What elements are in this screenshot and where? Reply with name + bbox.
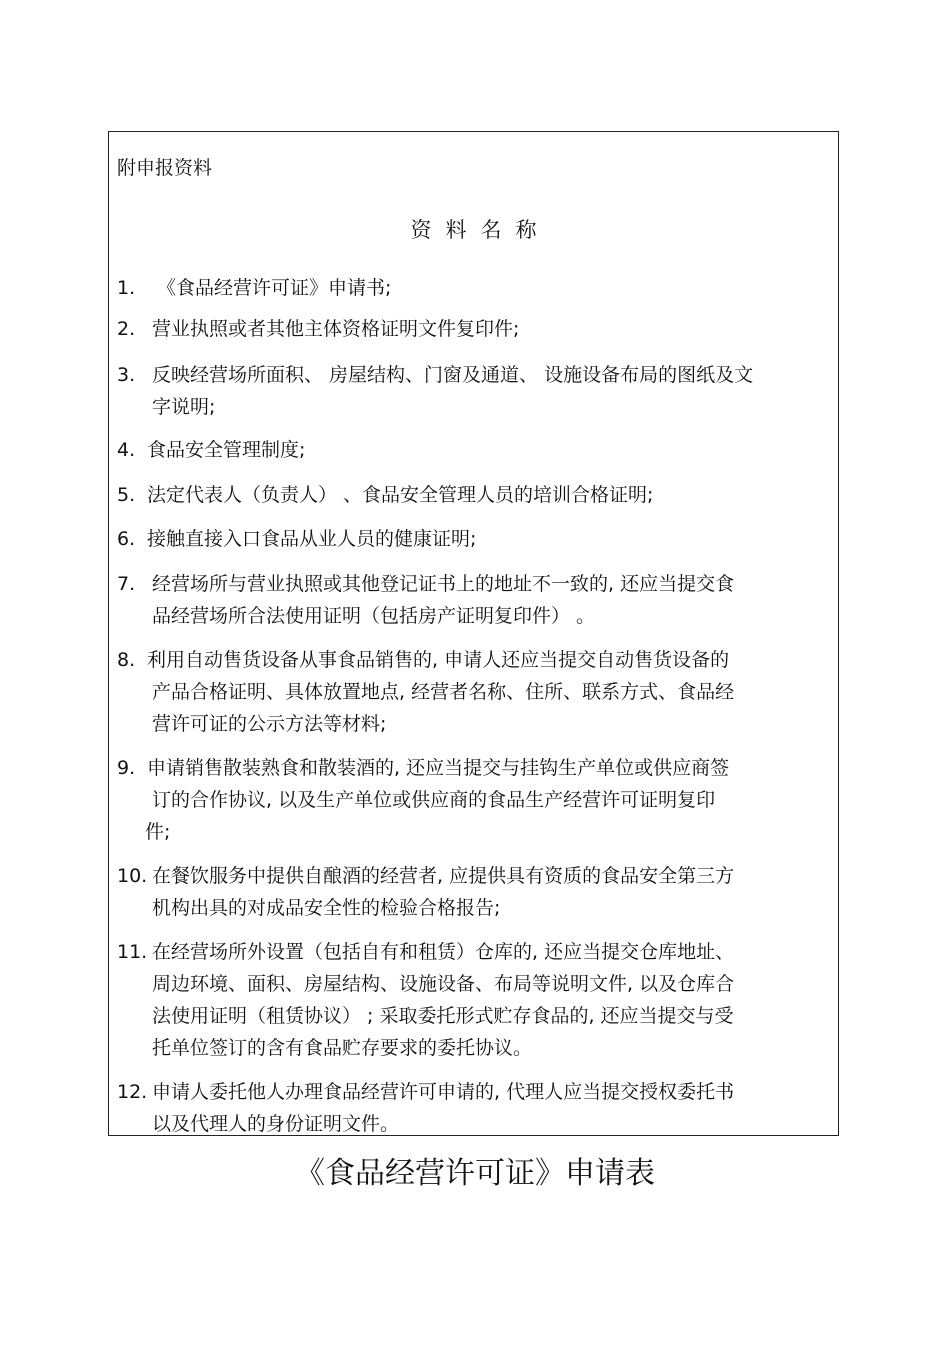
item-text: 申请人委托他人办理食品经营许可申请的, 代理人应当提交授权委托书 xyxy=(152,1081,735,1103)
list-item xyxy=(117,434,829,466)
item-text: 食品安全管理制度; xyxy=(147,439,306,461)
item-number: 9. xyxy=(117,757,136,779)
item-text: 申请销售散装熟食和散装酒的, 还应当提交与挂钩生产单位或供应商签 xyxy=(147,757,730,779)
item-text-continued: 件; xyxy=(145,821,171,843)
item-text: 在餐饮服务中提供自酿酒的经营者, 应提供具有资质的食品安全第三方 xyxy=(152,865,735,887)
item-text-continued: 品经营场所合法使用证明（包括房产证明复印件） 。 xyxy=(152,605,596,627)
list-item xyxy=(117,860,829,924)
item-text: 营业执照或者其他主体资格证明文件复印件; xyxy=(152,318,520,340)
item-number: 4. xyxy=(117,439,136,461)
item-text: 在经营场所外设置（包括自有和租赁）仓库的, 还应当提交仓库地址、 xyxy=(152,941,735,963)
item-number: 12. xyxy=(117,1081,148,1103)
item-text: 《食品经营许可证》申请书; xyxy=(157,277,392,299)
item-number: 8. xyxy=(117,649,136,671)
list-item xyxy=(117,272,829,304)
item-text-continued: 托单位签订的含有食品贮存要求的委托协议。 xyxy=(152,1037,533,1059)
materials-heading: 资料名称 xyxy=(410,218,551,242)
form-title: 《食品经营许可证》申请表 xyxy=(295,1156,655,1191)
item-number: 5. xyxy=(117,484,136,506)
item-text-continued: 周边环境、面积、房屋结构、设施设备、布局等说明文件, 以及仓库合 xyxy=(152,973,735,995)
section-label: 附申报资料 xyxy=(117,157,213,179)
item-text: 经营场所与营业执照或其他登记证书上的地址不一致的, 还应当提交食 xyxy=(152,573,735,595)
item-number: 11. xyxy=(117,941,148,963)
item-text: 利用自动售货设备从事食品销售的, 申请人还应当提交自动售货设备的 xyxy=(147,649,730,671)
item-number: 10. xyxy=(117,865,148,887)
list-item xyxy=(117,644,829,740)
item-text: 反映经营场所面积、 房屋结构、门窗及通道、 设施设备布局的图纸及文 xyxy=(152,364,754,386)
item-text-continued: 产品合格证明、具体放置地点, 经营者名称、住所、联系方式、食品经 xyxy=(152,681,735,703)
materials-box xyxy=(108,131,839,1136)
list-item xyxy=(117,523,829,555)
list-item xyxy=(117,752,829,848)
item-text-continued: 机构出具的对成品安全性的检验合格报告; xyxy=(152,897,501,919)
item-text-continued: 以及代理人的身份证明文件。 xyxy=(152,1113,400,1135)
item-text-continued: 字说明; xyxy=(152,396,216,418)
list-item xyxy=(117,936,829,1064)
item-number: 2. xyxy=(117,318,136,340)
item-number: 7. xyxy=(117,573,136,595)
item-number: 1. xyxy=(117,277,136,299)
item-text-continued: 订的合作协议, 以及生产单位或供应商的食品生产经营许可证明复印 xyxy=(152,789,716,811)
item-text: 接触直接入口食品从业人员的健康证明; xyxy=(147,528,477,550)
list-item xyxy=(117,1076,829,1140)
item-text: 法定代表人（负责人） 、食品安全管理人员的培训合格证明; xyxy=(147,484,654,506)
list-item xyxy=(117,359,829,423)
item-text-continued: 营许可证的公示方法等材料; xyxy=(152,713,387,735)
item-number: 6. xyxy=(117,528,136,550)
list-item xyxy=(117,568,829,632)
item-text-continued: 法使用证明（租赁协议） ; 采取委托形式贮存食品的, 还应当提交与受 xyxy=(152,1005,734,1027)
list-item xyxy=(117,479,829,511)
item-number: 3. xyxy=(117,364,136,386)
list-item xyxy=(117,313,829,345)
